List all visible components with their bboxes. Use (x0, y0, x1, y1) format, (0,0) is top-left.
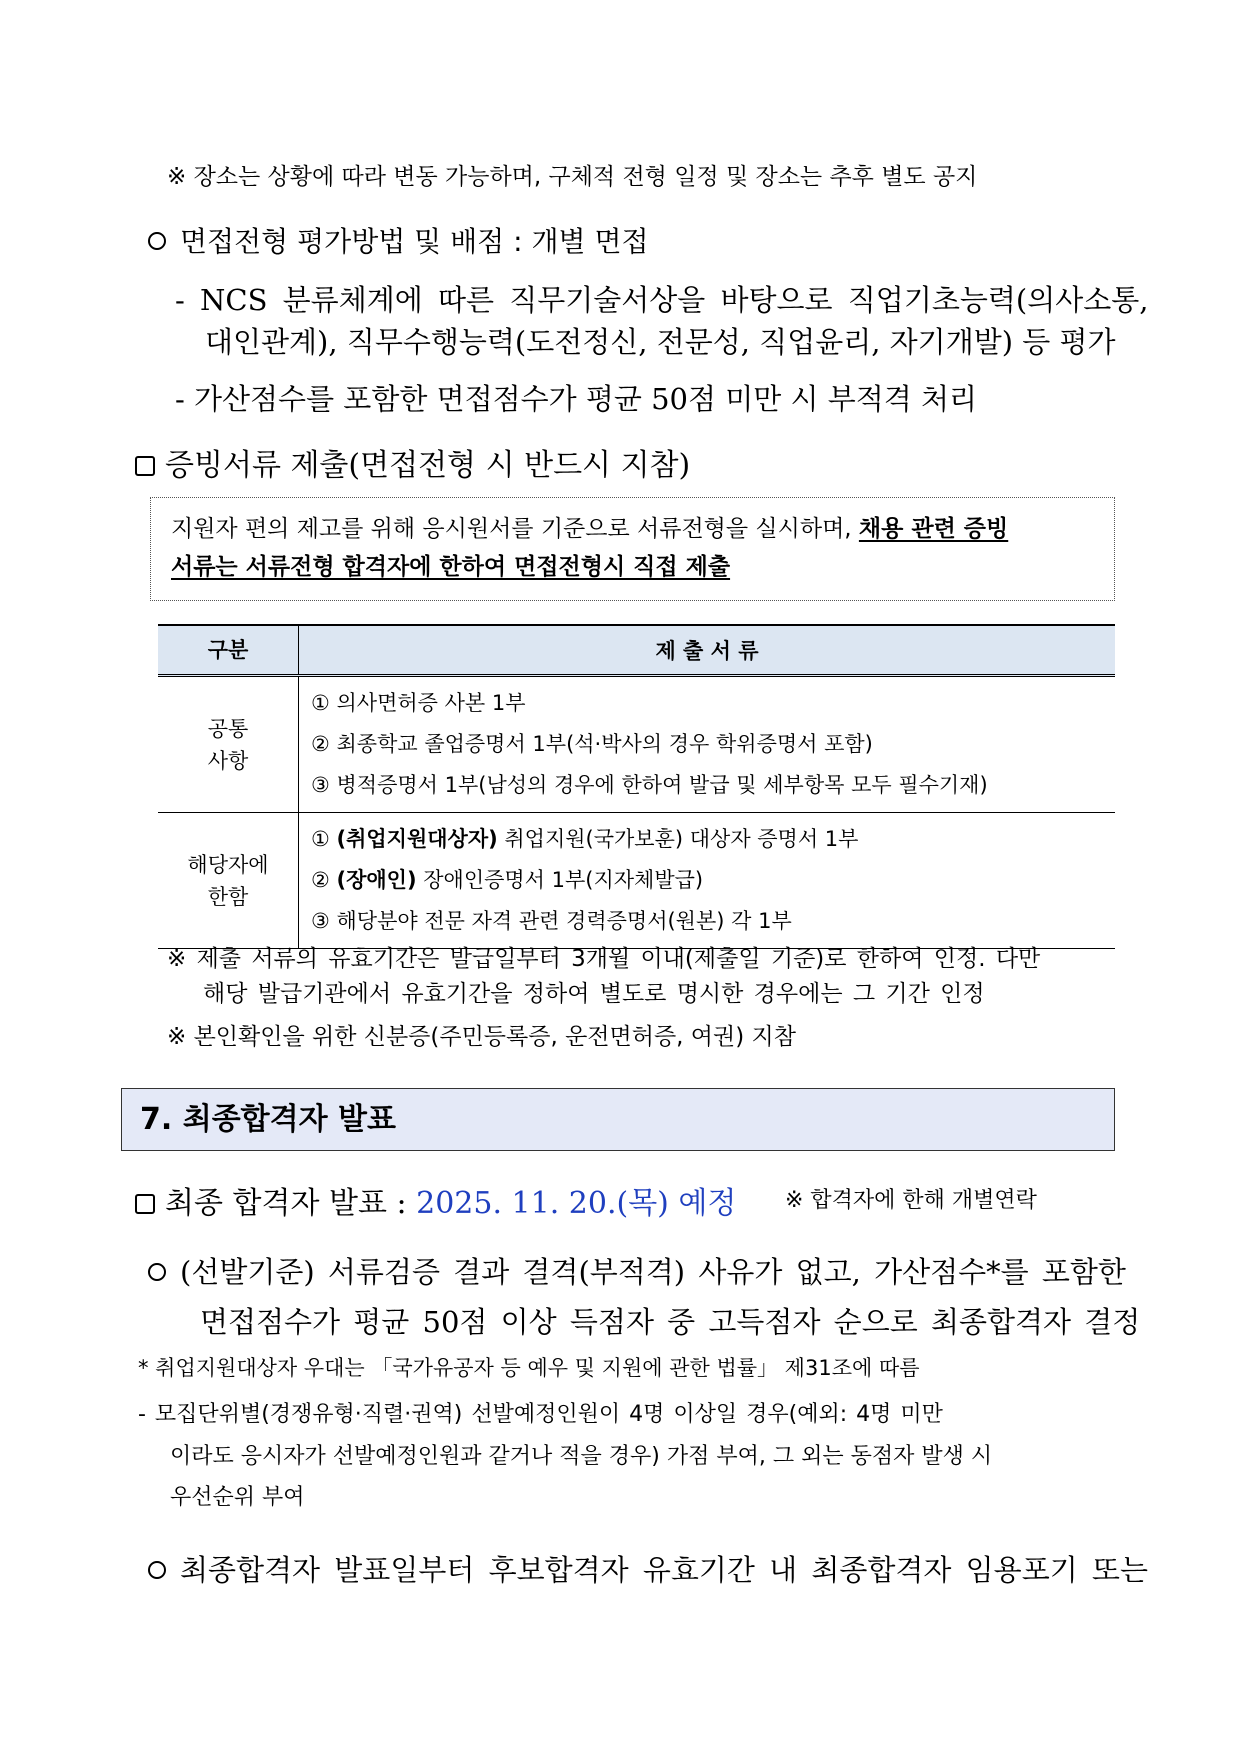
criteria-line1 (148, 1250, 1126, 1291)
item-text: 장애인증명서 1부(지자체발급) (416, 868, 704, 892)
table-row (158, 813, 1115, 949)
row-applicable-label (158, 813, 299, 949)
docs-notice-box (150, 497, 1115, 601)
list-item: ③ 병적증명서 1부(남성의 경우에 한하여 발급 및 세부항목 모두 필수기재) (311, 773, 988, 797)
list-item: ② 최종학교 졸업증명서 1부(석·박사의 경우 학위증명서 포함) (311, 732, 873, 756)
last-line (148, 1548, 1148, 1589)
list-item (311, 860, 1115, 901)
criteria-footnote: * 취업지원대상자 우대는 「국가유공자 등 예우 및 지원에 관한 법률」 제31조에 따름 (138, 1356, 920, 1380)
row-common-label-line2: 사항 (207, 748, 249, 773)
item-text: 취업지원(국가보훈) 대상자 증명서 1부 (497, 827, 859, 851)
row-applicable-items (299, 813, 1116, 949)
announce-label: 최종 합격자 발표 : (165, 1186, 417, 1221)
interview-dash2: - 가산점수를 포함한 면접점수가 평균 50점 미만 시 부적격 처리 (175, 382, 978, 416)
row-common-label (158, 676, 299, 813)
criteria-dash-line2: 이라도 응시자가 선발예정인원과 같거나 적을 경우) 가점 부여, 그 외는 동점자 발생 시 (170, 1444, 993, 1469)
list-item: ① 의사면허증 사본 1부 (311, 691, 526, 715)
row-common-items (299, 676, 1116, 813)
docs-heading-text: 증빙서류 제출(면접전형 시 반드시 지참) (165, 448, 691, 483)
square-bullet-icon (135, 1194, 155, 1214)
item-number: ① (311, 827, 330, 851)
row-common-label-line1: 공통 (207, 716, 249, 741)
list-item: ③ 해당분야 전문 자격 관련 경력증명서(원본) 각 1부 (311, 909, 792, 933)
circle-bullet-icon (148, 1561, 166, 1579)
row-applicable-label-line1: 해당자에 (187, 852, 269, 877)
last-line-text: 최종합격자 발표일부터 후보합격자 유효기간 내 최종합격자 임용포기 또는 (180, 1553, 1148, 1587)
announce-date: 2025. 11. 20.(목) 예정 (416, 1186, 737, 1221)
criteria-line2: 면접점수가 평균 50점 이상 득점자 중 고득점자 순으로 최종합격자 결정 (200, 1305, 1141, 1339)
table-header-row (158, 625, 1115, 676)
docs-notice-underline-b: 서류는 서류전형 합격자에 한하여 면접전형시 직접 제출 (171, 554, 731, 580)
validity-note-line2: 해당 발급기관에서 유효기간을 정하여 별도로 명시한 경우에는 그 기간 인정 (203, 981, 985, 1007)
criteria-line1-text: (선발기준) 서류검증 결과 결격(부적격) 사유가 없고, 가산점수*를 포함한 (180, 1255, 1126, 1289)
docs-notice-plain: 지원자 편의 제고를 위해 응시원서를 기준으로 서류전형을 실시하며, (171, 516, 859, 542)
item-bold: (취업지원대상자) (336, 827, 498, 851)
docs-notice-underline-a: 채용 관련 증빙 (858, 516, 1009, 542)
documents-table (158, 624, 1115, 949)
criteria-dash-line3: 우선순위 부여 (170, 1485, 305, 1510)
circle-bullet-icon (148, 1263, 166, 1281)
item-number: ② (311, 868, 330, 892)
interview-heading-text: 면접전형 평가방법 및 배점 : 개별 면접 (180, 225, 649, 258)
list-item (311, 819, 1115, 860)
row-applicable-label-line2: 한함 (207, 884, 249, 909)
circle-bullet-icon (148, 232, 166, 250)
location-note: ※ 장소는 상황에 따라 변동 가능하며, 구체적 전형 일정 및 장소는 추후 별도 공지 (167, 164, 978, 190)
interview-heading (148, 220, 649, 260)
announce-note: ※ 합격자에 한해 개별연락 (785, 1188, 1037, 1213)
docs-heading (135, 440, 690, 484)
criteria-dash-line1: - 모집단위별(경쟁유형·직렬·권역) 선발예정인원이 4명 이상일 경우(예외: 4명 미만 (138, 1402, 943, 1427)
id-note: ※ 본인확인을 위한 신분증(주민등록증, 운전면허증, 여권) 지참 (167, 1024, 796, 1050)
square-bullet-icon (135, 456, 155, 476)
interview-dash1-line1: - NCS 분류체계에 따른 직무기술서상을 바탕으로 직업기초능력(의사소통, (175, 283, 1149, 317)
header-documents: 제 출 서 류 (299, 625, 1116, 676)
section7-title: 7. 최종합격자 발표 (121, 1088, 1115, 1151)
interview-dash1-line2: 대인관계), 직무수행능력(도전정신, 전문성, 직업윤리, 자기개발) 등 평가 (205, 325, 1116, 359)
validity-note-line1: ※ 제출 서류의 유효기간은 발급일부터 3개월 이내(제출일 기준)로 한하여 인정. 다만 (167, 946, 1041, 972)
header-category: 구분 (158, 625, 299, 676)
announce-line (135, 1178, 736, 1222)
item-bold: (장애인) (336, 868, 417, 892)
table-row (158, 676, 1115, 813)
